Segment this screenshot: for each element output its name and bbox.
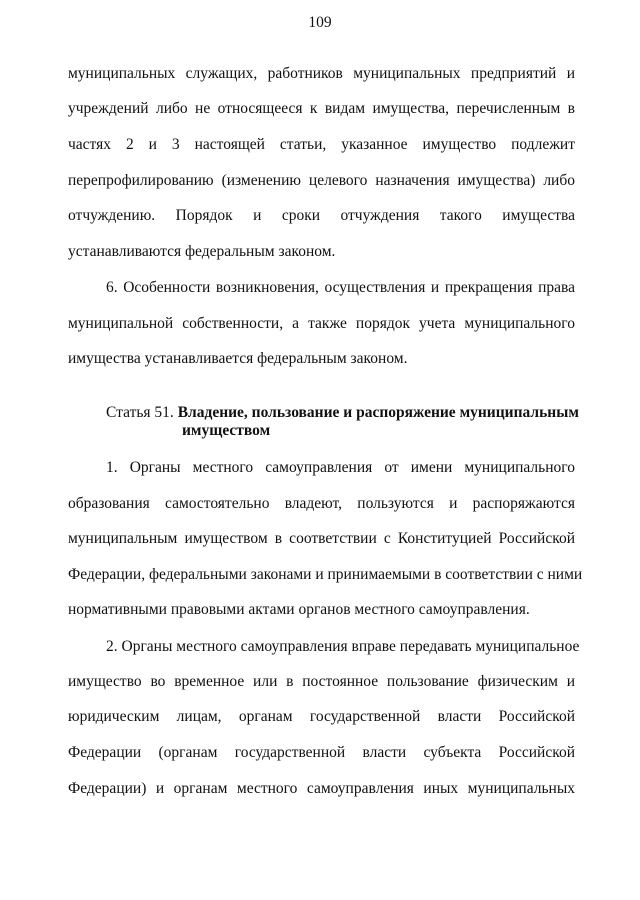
- text-line: нормативными правовыми актами органов местного самоуправления.: [68, 601, 530, 618]
- text-line: перепрофилированию (изменению целевого назначения имущества) либо: [68, 172, 575, 189]
- article-title-continuation: имуществом: [182, 422, 271, 439]
- text-line: образования самостоятельно владеют, пользуются и распоряжаются: [68, 495, 575, 512]
- text-line: 6. Особенности возникновения, осуществления и прекращения права: [106, 279, 575, 296]
- text-line: отчуждению. Порядок и сроки отчуждения такого имущества: [68, 207, 575, 224]
- text-line: учреждений либо не относящееся к видам имущества, перечисленным в: [68, 100, 575, 117]
- text-line: 2. Органы местного самоуправления вправе передавать муниципальное: [106, 638, 580, 655]
- text-line: Федерации) и органам местного самоуправления иных муниципальных: [68, 780, 575, 797]
- article-title: Владение, пользование и распоряжение муниципальным: [177, 404, 579, 421]
- article-number: Статья 51.: [106, 404, 174, 421]
- article-heading: [106, 403, 579, 423]
- text-line: муниципальных служащих, работников муниципальных предприятий и: [68, 65, 575, 82]
- text-line: юридическим лицам, органам государственной власти Российской: [68, 708, 575, 725]
- text-line: муниципальным имуществом в соответствии с Конституцией Российской: [68, 530, 575, 547]
- page-number: 109: [308, 14, 332, 31]
- text-line: имущество во временное или в постоянное пользование физическим и: [68, 673, 575, 690]
- text-line: Федерации (органам государственной власти субъекта Российской: [68, 744, 575, 761]
- text-line: муниципальной собственности, а также порядок учета муниципального: [68, 315, 575, 332]
- text-line: устанавливаются федеральным законом.: [68, 243, 336, 260]
- text-line: 1. Органы местного самоуправления от имени муниципального: [106, 459, 575, 476]
- text-line: частях 2 и 3 настоящей статьи, указанное имущество подлежит: [68, 136, 575, 153]
- text-line: Федерации, федеральными законами и принимаемыми в соответствии с ними: [68, 566, 583, 583]
- text-line: имущества устанавливается федеральным законом.: [68, 350, 408, 367]
